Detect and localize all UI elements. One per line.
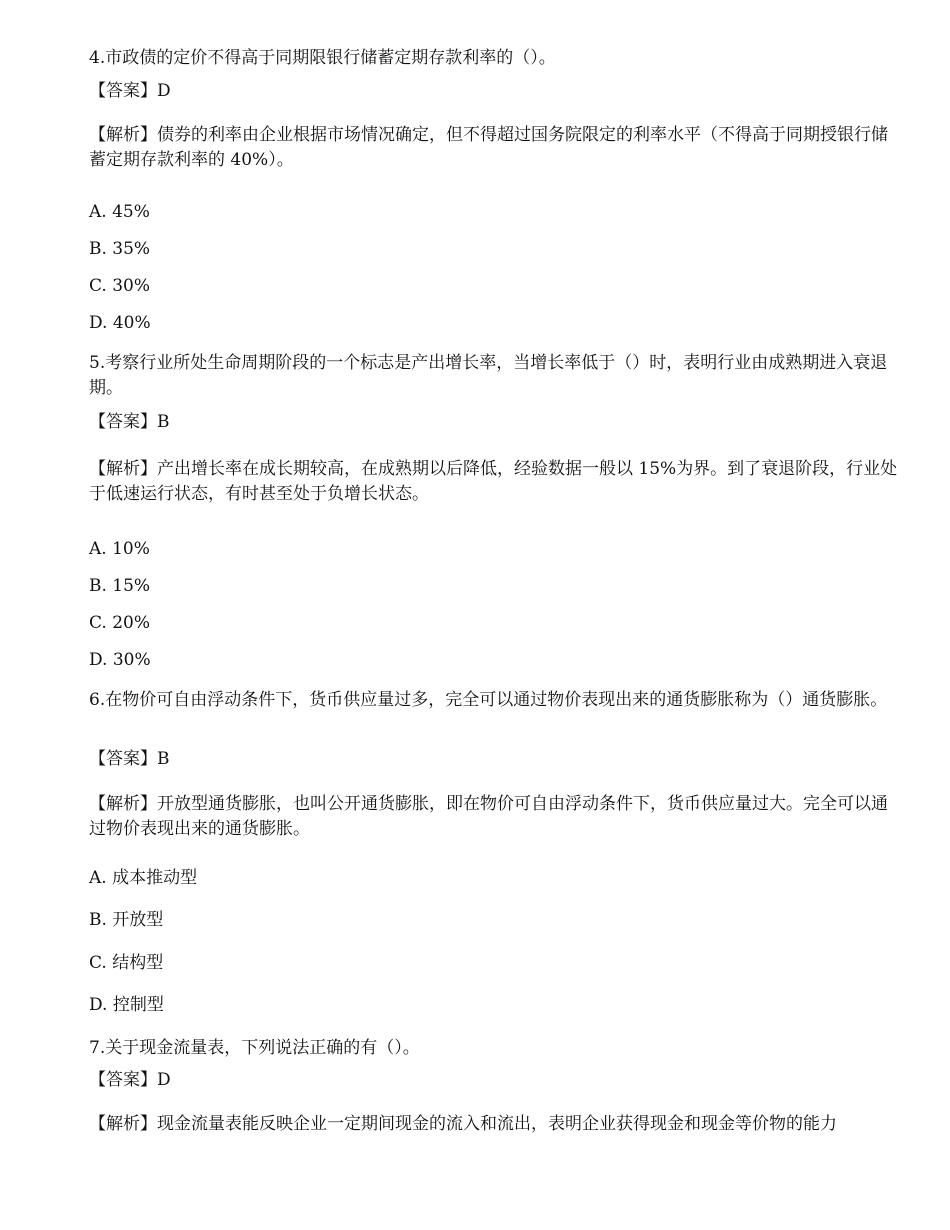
question-7-analysis: 【解析】现金流量表能反映企业一定期间现金的流入和流出，表明企业获得现金和现金等价物的能力 xyxy=(89,1114,837,1134)
question-5-answer: 【答案】B xyxy=(89,412,170,432)
question-5-stem: 5.考察行业所处生命周期阶段的一个标志是产出增长率，当增长率低于（）时，表明行业由成熟期进入衰退期。 xyxy=(89,353,888,398)
question-5-option-d: D. 30% xyxy=(89,650,151,670)
question-4-option-a: A. 45% xyxy=(89,202,150,222)
question-6-answer: 【答案】B xyxy=(89,749,170,769)
question-6-option-c: C. 结构型 xyxy=(89,953,164,973)
question-4-option-d: D. 40% xyxy=(89,313,151,333)
question-4-answer: 【答案】D xyxy=(89,81,171,101)
question-6-option-b: B. 开放型 xyxy=(89,910,164,930)
question-4-stem: 4.市政债的定价不得高于同期限银行储蓄定期存款利率的（）。 xyxy=(89,48,556,68)
question-4-option-b: B. 35% xyxy=(89,239,151,259)
question-7-stem: 7.关于现金流量表，下列说法正确的有（）。 xyxy=(89,1038,420,1058)
question-6-stem: 6.在物价可自由浮动条件下，货币供应量过多，完全可以通过物价表现出来的通货膨胀称为（）通货膨胀。 xyxy=(89,690,888,710)
question-4-option-c: C. 30% xyxy=(89,276,150,296)
question-6-analysis: 【解析】开放型通货膨胀，也叫公开通货膨胀，即在物价可自由浮动条件下，货币供应量过大。完全可以通过物价表现出来的通货膨胀。 xyxy=(89,794,888,839)
question-4-analysis: 【解析】债券的利率由企业根据市场情况确定，但不得超过国务院限定的利率水平（不得高于同期授银行储蓄定期存款利率的 40%）。 xyxy=(89,125,888,170)
question-5-option-b: B. 15% xyxy=(89,576,151,596)
question-5-analysis: 【解析】产出增长率在成长期较高，在成熟期以后降低，经验数据一般以 15%为界。到了衰退阶段，行业处于低速运行状态，有时甚至处于负增长状态。 xyxy=(89,459,898,504)
question-6-option-d: D. 控制型 xyxy=(89,995,164,1015)
question-7-answer: 【答案】D xyxy=(89,1070,171,1090)
question-5-option-c: C. 20% xyxy=(89,613,150,633)
question-6-option-a: A. 成本推动型 xyxy=(89,868,198,888)
question-5-option-a: A. 10% xyxy=(89,539,150,559)
